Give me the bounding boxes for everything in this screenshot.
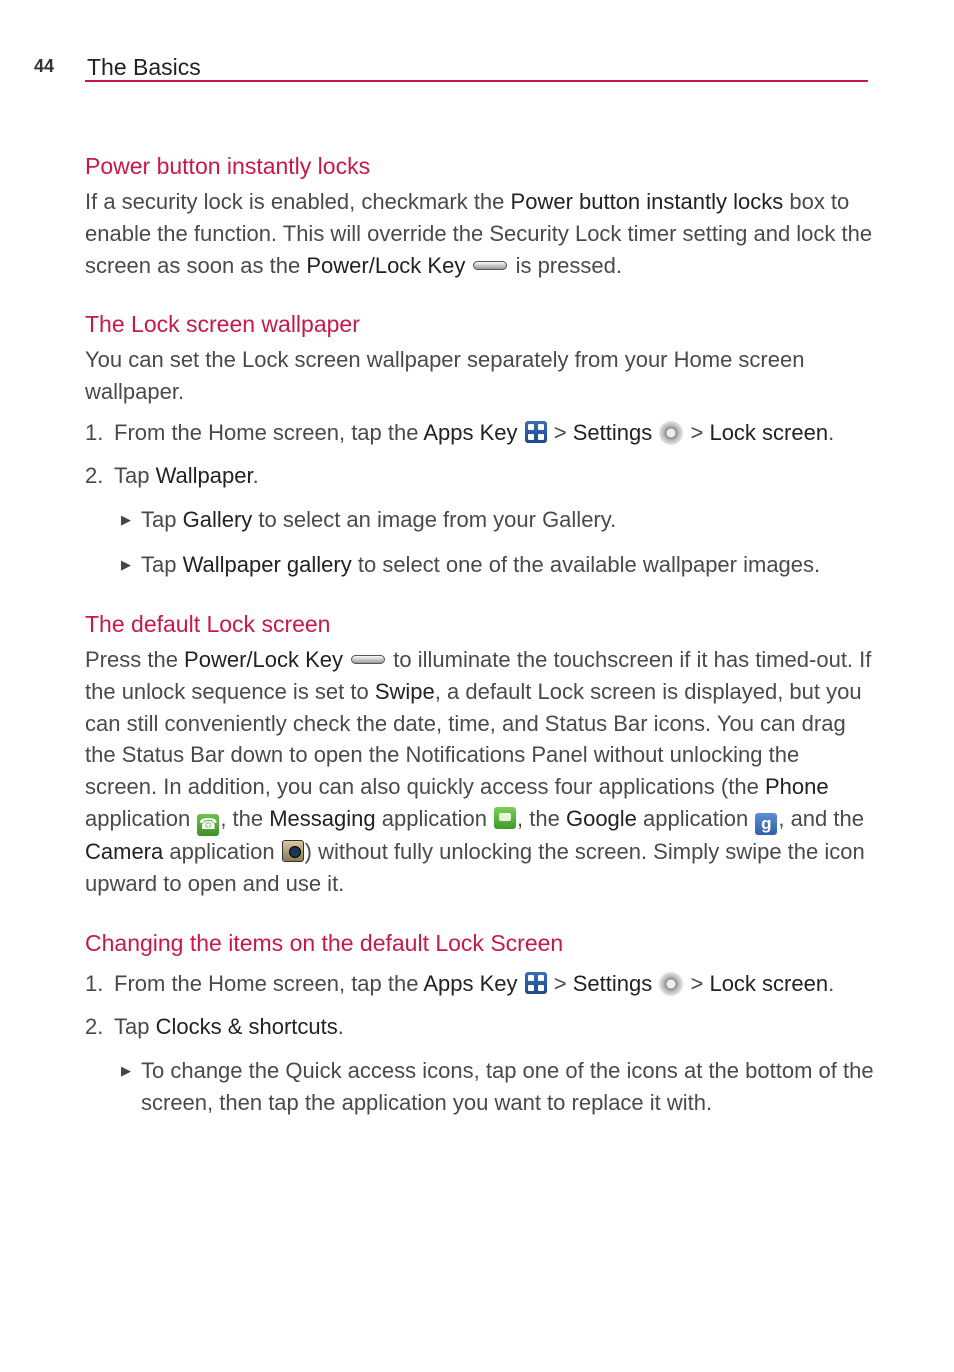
step-number: 2. — [85, 462, 104, 488]
text: , the — [220, 805, 270, 831]
power-lock-key-icon — [473, 261, 507, 270]
step-list — [85, 418, 875, 491]
bullet-list — [85, 504, 875, 581]
bold-term: Power/Lock Key — [184, 646, 344, 672]
section-default-lock-screen — [85, 608, 875, 900]
page-number: 44 — [34, 56, 55, 76]
bullet-list — [85, 1055, 875, 1119]
list-item — [85, 1012, 875, 1042]
bold-term: Lock screen — [709, 419, 829, 445]
text: application — [636, 805, 755, 831]
section-paragraph — [85, 186, 875, 281]
text: . — [828, 419, 835, 445]
section-changing-items — [85, 927, 875, 1119]
step-number: 1. — [85, 419, 104, 445]
camera-app-icon — [282, 840, 304, 862]
bold-term: Settings — [572, 970, 653, 996]
text: , the — [517, 805, 566, 831]
bold-term: Swipe — [374, 678, 435, 704]
messaging-app-icon — [494, 807, 516, 829]
bold-term: Apps Key — [423, 419, 518, 445]
chapter-title: The Basics — [87, 54, 201, 80]
section-heading: Power button instantly locks — [85, 153, 371, 179]
text: Press the — [85, 646, 185, 672]
list-item — [121, 1055, 875, 1119]
text: If a security lock is enabled, checkmark the — [85, 189, 511, 214]
bold-term: Camera — [85, 838, 164, 864]
triangle-bullet-icon: ▶ — [121, 511, 131, 527]
bold-term: Power button instantly locks — [510, 189, 784, 214]
text: > — [684, 970, 710, 996]
section-heading: Changing the items on the default Lock Screen — [85, 929, 564, 956]
text: . — [252, 462, 259, 488]
bold-term: Phone — [764, 774, 829, 800]
text: application — [163, 838, 281, 864]
section-paragraph — [85, 644, 875, 900]
bold-term: Power/Lock Key — [306, 252, 466, 278]
text: > — [547, 970, 573, 996]
text: Tap — [114, 1013, 156, 1039]
bold-term: Google — [565, 805, 637, 831]
bold-term: Settings — [572, 419, 653, 445]
text: , and the — [778, 805, 864, 831]
section-lock-screen-wallpaper — [85, 308, 875, 581]
text: > — [684, 419, 710, 445]
list-item — [121, 504, 875, 536]
text: application — [85, 805, 197, 831]
text: ) without fully unlocking the screen. Simply swipe the icon upward to open and use it. — [85, 838, 865, 896]
apps-key-icon — [525, 972, 547, 994]
text: . — [828, 970, 835, 996]
google-app-icon: g — [755, 813, 777, 835]
step-number: 1. — [85, 970, 104, 996]
text: to select one of the available wallpaper images. — [351, 551, 821, 577]
bold-term: Wallpaper — [155, 462, 253, 488]
section-heading: The default Lock screen — [85, 610, 331, 637]
text: to select an image from your Gallery. — [252, 506, 617, 532]
list-item — [85, 418, 875, 448]
bold-term: Wallpaper gallery — [182, 551, 352, 577]
settings-gear-icon — [659, 972, 683, 996]
phone-app-icon: ☎ — [197, 814, 219, 836]
triangle-bullet-icon: ▶ — [121, 556, 131, 572]
text: > — [547, 419, 573, 445]
section-heading: The Lock screen wallpaper — [85, 311, 360, 338]
bold-term: Messaging — [269, 805, 376, 831]
list-item — [121, 549, 875, 581]
list-item — [85, 969, 875, 999]
page-content — [85, 150, 875, 1146]
list-item — [85, 461, 875, 491]
section-power-button — [85, 150, 875, 281]
text: From the Home screen, tap the — [114, 419, 424, 445]
text: Tap — [141, 551, 183, 577]
bold-term: Clocks & shortcuts — [155, 1013, 338, 1039]
apps-key-icon — [525, 421, 547, 443]
text: Tap — [141, 506, 183, 532]
triangle-bullet-icon: ▶ — [121, 1062, 131, 1078]
power-lock-key-icon — [351, 655, 385, 664]
text: Tap — [114, 462, 156, 488]
bold-term: Gallery — [182, 506, 253, 532]
text: application — [375, 805, 494, 831]
text: is pressed. — [509, 252, 622, 278]
step-number: 2. — [85, 1013, 104, 1039]
text: From the Home screen, tap the — [114, 970, 424, 996]
settings-gear-icon — [659, 421, 683, 445]
text: to illuminate the touchscreen if it has timed-out. If the unlock sequence is set to — [85, 646, 872, 704]
step-list — [85, 969, 875, 1042]
text: To change the Quick access icons, tap one of the icons at the bottom of the screen, then tap the application you want to replace it with. — [141, 1057, 874, 1115]
text: box to enable the function. This will override the Security Lock timer setting and lock the screen as soon as the — [85, 189, 873, 278]
text: . — [337, 1013, 344, 1039]
text: , a default Lock screen is displayed, but you can still conveniently check the date, time, and Status Bar icons. You can drag the Status Bar down to open the Notifications Panel without unlocking the screen. In addition, you can also quickly access four applications (the — [85, 678, 862, 800]
section-paragraph: You can set the Lock screen wallpaper separately from your Home screen wallpaper. — [85, 347, 805, 405]
bold-term: Apps Key — [423, 970, 518, 996]
header-rule — [85, 80, 868, 82]
bold-term: Lock screen — [709, 970, 829, 996]
